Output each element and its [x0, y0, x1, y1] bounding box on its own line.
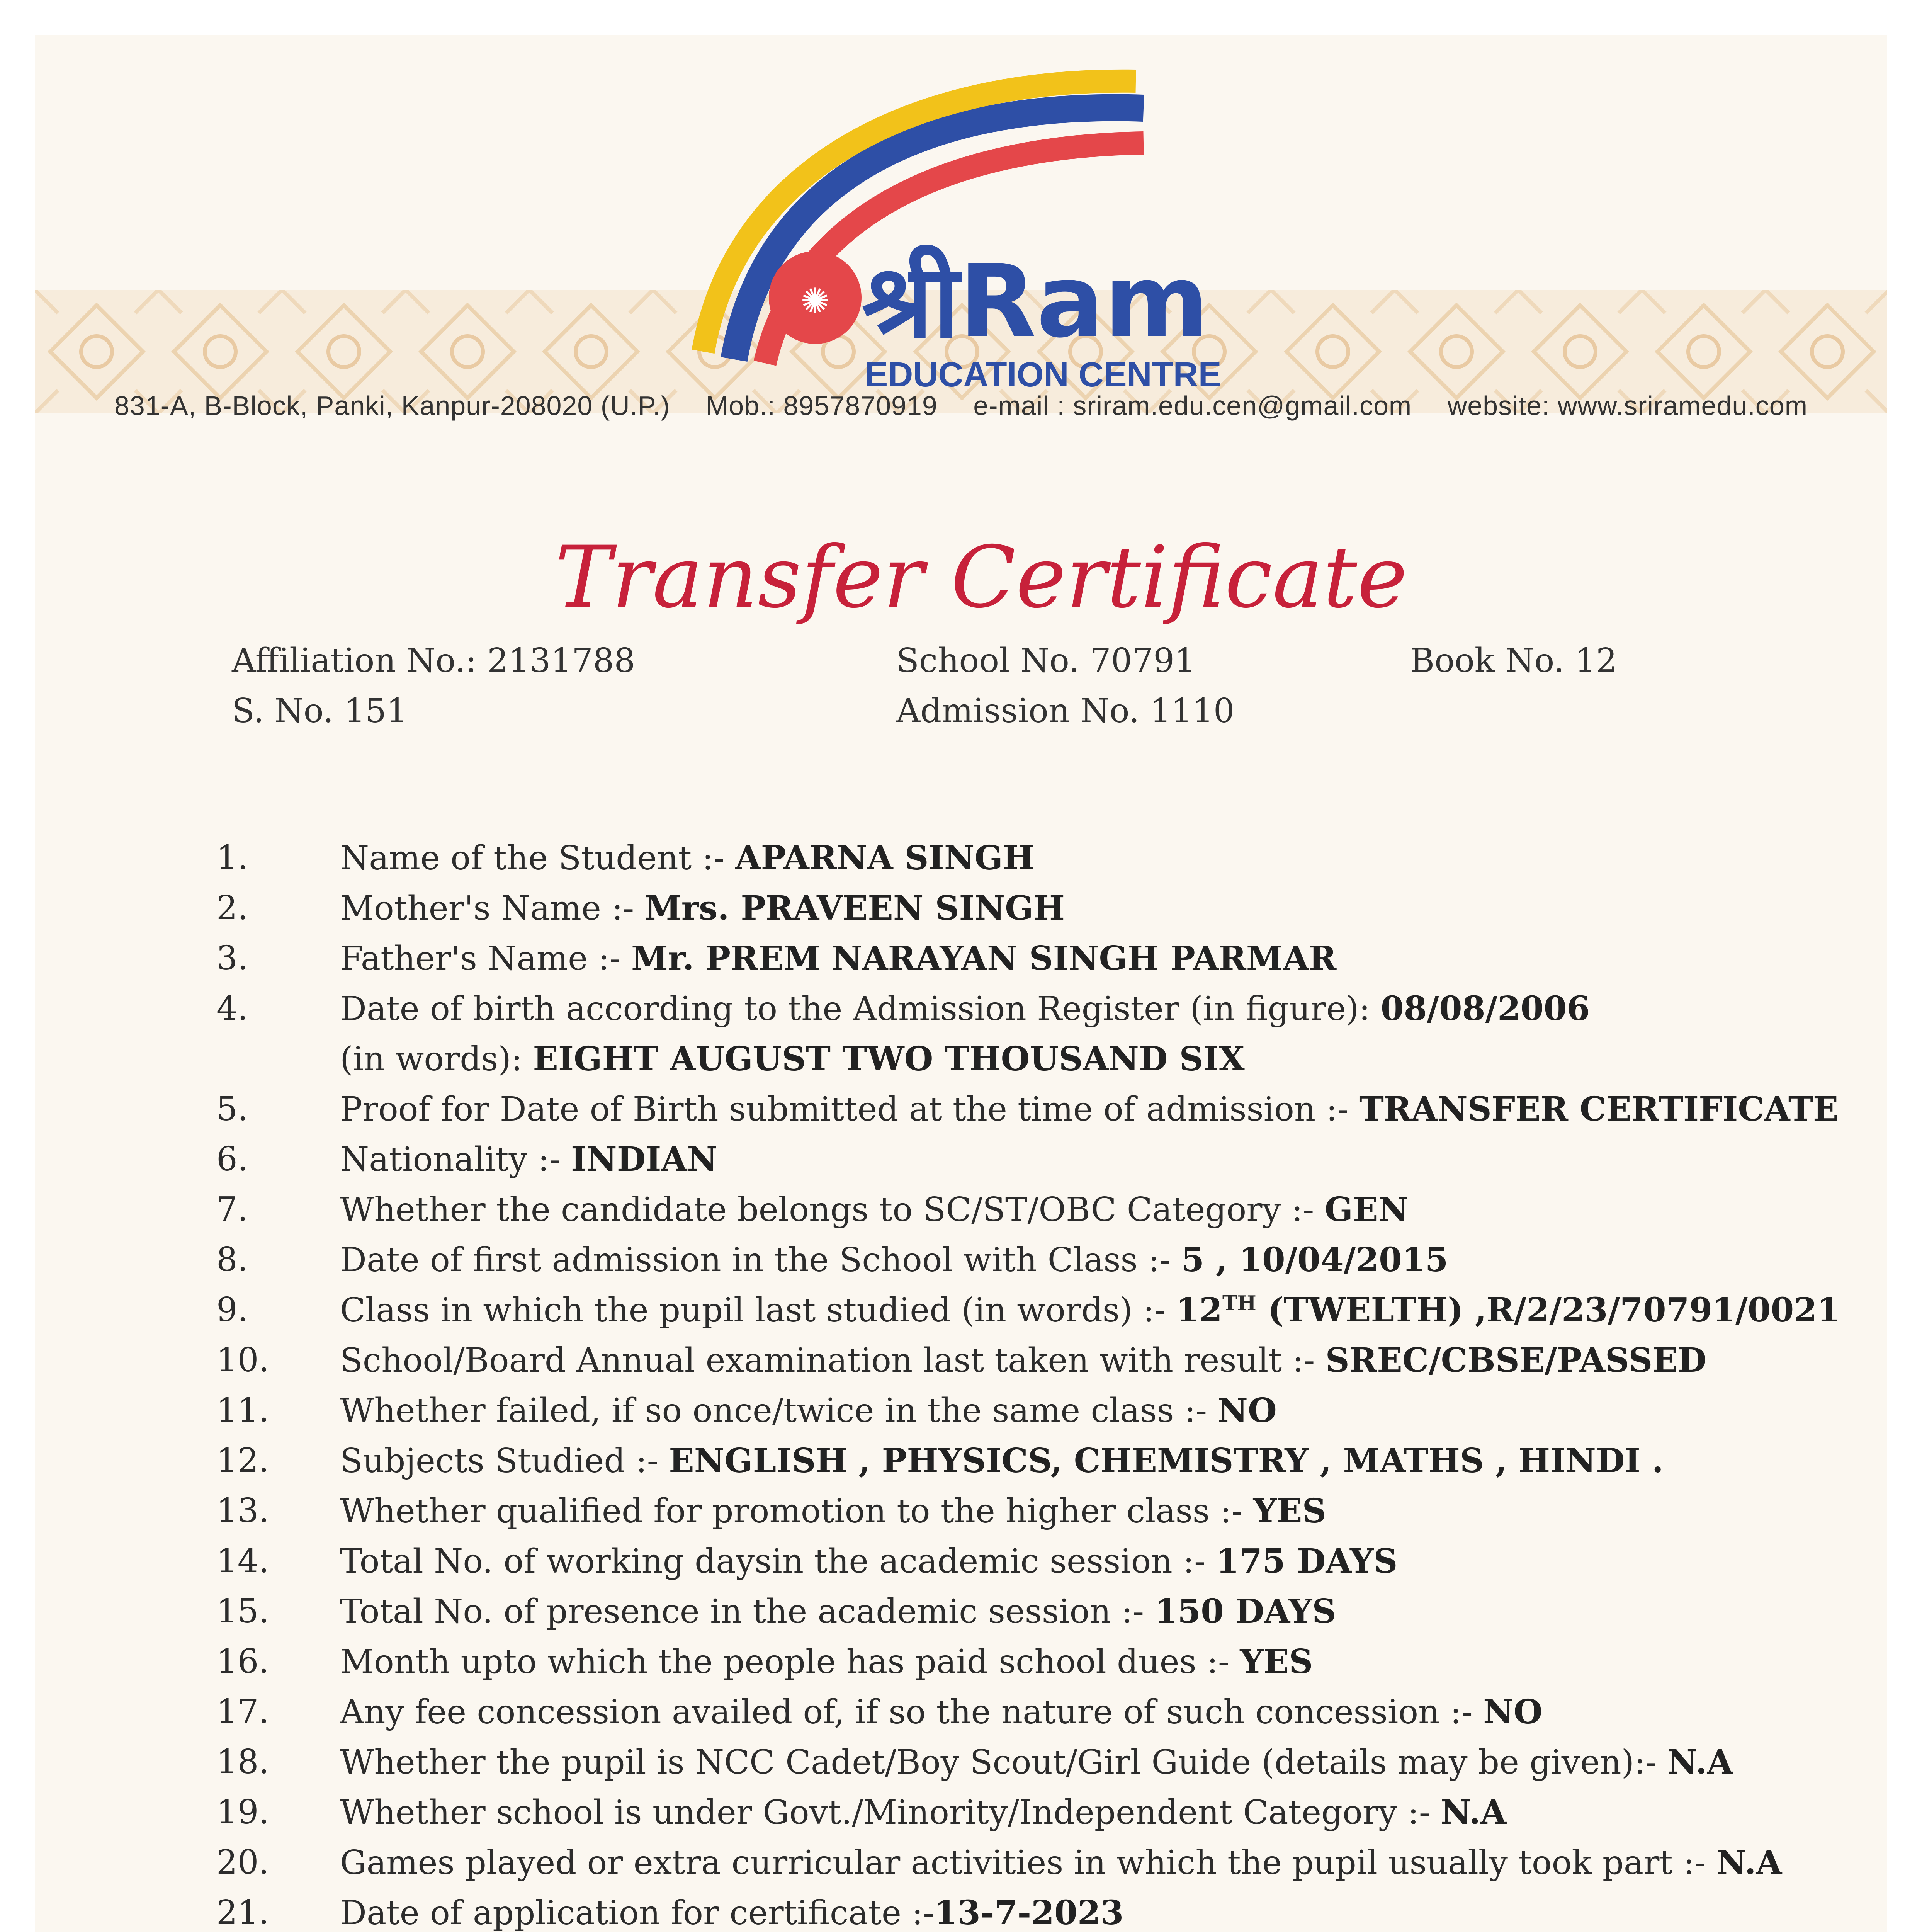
- item-number: 11.: [216, 1391, 269, 1430]
- item-value: 13-7-2023: [934, 1893, 1124, 1932]
- svg-text:✺: ✺: [800, 281, 830, 321]
- certificate-item-row: [216, 1893, 1839, 1932]
- item-value: NO: [1217, 1391, 1277, 1430]
- certificate-item-row: [216, 939, 1839, 989]
- certificate-item-row: [216, 1090, 1839, 1140]
- item-value: TRANSFER CERTIFICATE: [1359, 1090, 1839, 1129]
- item-label: Whether the pupil is NCC Cadet/Boy Scout/Girl Guide (details may be given):-: [340, 1743, 1667, 1782]
- item-text: [340, 989, 1590, 1028]
- item-number: 12.: [216, 1441, 269, 1480]
- item-label: Name of the Student :-: [340, 839, 735, 878]
- item-text: [340, 889, 1065, 928]
- item-label: School/Board Annual examination last taken with result :-: [340, 1341, 1326, 1380]
- item-number: 13.: [216, 1492, 269, 1530]
- certificate-item-row: [216, 1542, 1839, 1592]
- contact-line: [0, 390, 1922, 421]
- item-value: 5 , 10/04/2015: [1181, 1240, 1448, 1279]
- item-value: N.A: [1716, 1843, 1782, 1882]
- item-text: [340, 1743, 1733, 1782]
- item-text: [340, 1592, 1336, 1631]
- mobile: Mob.: 8957870919: [705, 391, 938, 421]
- item-text: [340, 1341, 1706, 1380]
- item-text: [340, 1090, 1838, 1129]
- item-label: Total No. of working daysin the academic session :-: [340, 1542, 1216, 1581]
- item-number: 9.: [216, 1291, 248, 1329]
- item-label: Class in which the pupil last studied (in words) :-: [340, 1291, 1176, 1330]
- item-value: 150 DAYS: [1154, 1592, 1336, 1631]
- item-label: Date of application for certificate :-: [340, 1894, 935, 1932]
- title-text: Transfer Certificate: [555, 528, 1408, 627]
- item-label: Father's Name :-: [340, 939, 631, 978]
- item-number: 3.: [216, 939, 248, 978]
- item-value: ENGLISH , PHYSICS, CHEMISTRY , MATHS , HINDI .: [669, 1441, 1664, 1480]
- item-value: Mr. PREM NARAYAN SINGH PARMAR: [631, 939, 1337, 978]
- item-label: Mother's Name :-: [340, 889, 645, 928]
- item-value: INDIAN: [571, 1140, 717, 1179]
- item-number: 20.: [216, 1843, 269, 1882]
- item-label: Proof for Date of Birth submitted at the time of admission :-: [340, 1090, 1359, 1129]
- certificate-item-row: [216, 1692, 1839, 1743]
- item-value: YES: [1240, 1642, 1313, 1681]
- item-label: Whether qualified for promotion to the higher class :-: [340, 1492, 1253, 1531]
- certificate-item-row: [216, 1140, 1839, 1190]
- school-logo: [688, 66, 1229, 398]
- item-text: [340, 1492, 1326, 1531]
- certificate-item-row: [216, 1341, 1839, 1391]
- item-label: Total No. of presence in the academic session :-: [340, 1592, 1155, 1631]
- book-no: Book No. 12: [1410, 641, 1617, 680]
- item-value: NO: [1483, 1692, 1543, 1731]
- item-label: Games played or extra curricular activities in which the pupil usually took part :-: [340, 1844, 1716, 1882]
- certificate-item-row: [216, 1190, 1839, 1240]
- certificate-item-row: [216, 1391, 1839, 1441]
- item-value: Mrs. PRAVEEN SINGH: [644, 889, 1065, 928]
- item-number: 19.: [216, 1793, 269, 1832]
- item-label: Any fee concession availed of, if so the nature of such concession :-: [340, 1693, 1484, 1731]
- item-number: 16.: [216, 1642, 269, 1681]
- item-number: 6.: [216, 1140, 248, 1179]
- item-text: [340, 1291, 1840, 1330]
- item-text: [340, 838, 1034, 878]
- item-value: GEN: [1324, 1190, 1409, 1229]
- certificate-item-row: [216, 989, 1839, 1039]
- item-text: [340, 1140, 717, 1179]
- item-label: Month upto which the people has paid school dues :-: [340, 1643, 1240, 1681]
- item-value-superscript: TH: [1222, 1291, 1256, 1315]
- item-text: [340, 1793, 1506, 1832]
- item-value: SREC/CBSE/PASSED: [1325, 1341, 1707, 1380]
- item-value: N.A: [1667, 1743, 1733, 1782]
- email: e-mail : sriram.edu.cen@gmail.com: [973, 391, 1412, 421]
- certificate-item-row: [216, 1642, 1839, 1692]
- item-number: 17.: [216, 1692, 269, 1731]
- item-number: 15.: [216, 1592, 269, 1631]
- item-value: APARNA SINGH: [735, 838, 1035, 878]
- certificate-item-row: [216, 1492, 1839, 1542]
- item-value-continued: (TWELTH) ,R/2/23/70791/0021: [1256, 1291, 1840, 1330]
- item-label: Whether the candidate belongs to SC/ST/OBC Category :-: [340, 1190, 1325, 1229]
- item-number: 14.: [216, 1542, 269, 1580]
- certificate-item-row: [216, 889, 1839, 939]
- certificate-item-row: [216, 1240, 1839, 1291]
- item-text: [340, 1642, 1313, 1681]
- item-number: 21.: [216, 1893, 269, 1932]
- item-label: Subjects Studied :-: [340, 1442, 669, 1480]
- certificate-item-row: [216, 1793, 1839, 1843]
- certificate-item-row: [216, 1592, 1839, 1642]
- school-no: School No. 70791: [896, 641, 1196, 680]
- item-label: Whether school is under Govt./Minority/Independent Category :-: [340, 1793, 1441, 1832]
- affiliation-no: Affiliation No.: 2131788: [232, 641, 636, 680]
- item-number: 2.: [216, 889, 248, 927]
- item-number: 4.: [216, 989, 248, 1028]
- item-number: 10.: [216, 1341, 269, 1379]
- item-value: EIGHT AUGUST TWO THOUSAND SIX: [533, 1039, 1245, 1078]
- item-text: [340, 1391, 1277, 1430]
- item-text: [340, 1692, 1543, 1731]
- item-number: 5.: [216, 1090, 248, 1128]
- item-value: 12: [1176, 1291, 1222, 1330]
- item-text: [340, 939, 1336, 978]
- certificate-item-row: [216, 1843, 1839, 1893]
- brand-subtitle: EDUCATION CENTRE: [865, 355, 1222, 394]
- website: website: www.sriramedu.com: [1447, 391, 1808, 421]
- certificate-items: [216, 838, 1839, 1932]
- item-value: 175 DAYS: [1216, 1542, 1398, 1581]
- item-text: [340, 1190, 1409, 1229]
- certificate-item-row: [216, 1743, 1839, 1793]
- certificate-item-row: [216, 1291, 1839, 1341]
- item-text: [340, 1039, 1245, 1078]
- certificate-item-row: [216, 1441, 1839, 1492]
- item-value: 08/08/2006: [1380, 989, 1590, 1028]
- item-label: Date of first admission in the School with Class :-: [340, 1241, 1181, 1279]
- item-value: N.A: [1441, 1793, 1506, 1832]
- certificate-item-row: [216, 1039, 1839, 1090]
- address: 831-A, B-Block, Panki, Kanpur-208020 (U.P.): [114, 391, 670, 421]
- item-label: Whether failed, if so once/twice in the same class :-: [340, 1391, 1218, 1430]
- item-number: 1.: [216, 838, 248, 877]
- item-text: [340, 1893, 1124, 1932]
- item-number: 7.: [216, 1190, 248, 1229]
- item-text: [340, 1542, 1397, 1581]
- admission-no: Admission No. 1110: [896, 692, 1235, 730]
- item-number: 18.: [216, 1743, 269, 1781]
- item-label: Nationality :-: [340, 1140, 571, 1179]
- item-text: [340, 1843, 1782, 1882]
- item-label: (in words):: [340, 1040, 533, 1078]
- item-label: Date of birth according to the Admission Register (in figure):: [340, 990, 1381, 1028]
- item-text: [340, 1240, 1448, 1279]
- item-number: 8.: [216, 1240, 248, 1279]
- certificate-item-row: [216, 838, 1839, 889]
- serial-no: S. No. 151: [232, 692, 408, 730]
- brand-name: श्रीRam: [862, 243, 1209, 360]
- item-text: [340, 1441, 1664, 1480]
- item-value: YES: [1253, 1492, 1326, 1531]
